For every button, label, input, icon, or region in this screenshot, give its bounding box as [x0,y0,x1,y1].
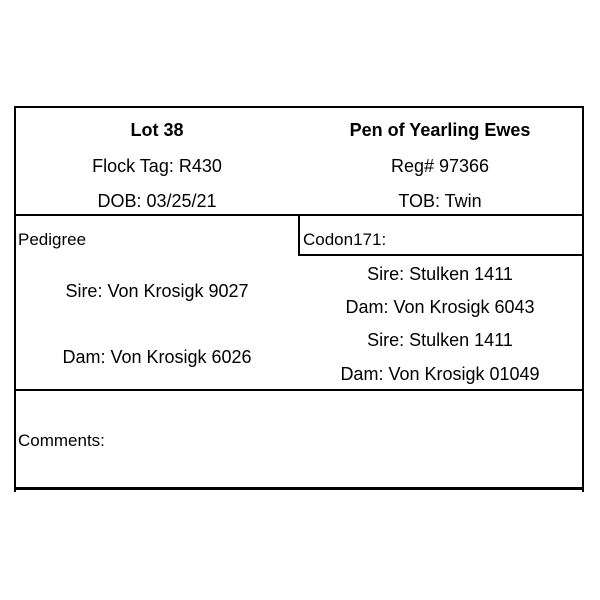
flock-tag: Flock Tag: R430 [92,156,222,176]
codon-label: Codon171: [303,230,387,249]
lot-number: Lot 38 [130,120,184,140]
comments-divider [14,389,584,391]
lineage-sire-1: Sire: Stulken 1411 [367,264,513,284]
lineage-sire-2: Sire: Stulken 1411 [367,330,513,350]
pedigree-dam: Dam: Von Krosigk 6026 [62,347,252,367]
comments-label: Comments: [18,431,105,450]
codon-box-left [298,214,300,256]
registration-number: Reg# 97366 [390,156,490,176]
pedigree-label: Pedigree [18,230,87,249]
type-of-birth: TOB: Twin [398,191,482,211]
codon-box-bottom [298,254,584,256]
lineage-dam-2: Dam: Von Krosigk 01049 [340,364,540,384]
card-bottom-rule [14,487,584,490]
date-of-birth: DOB: 03/25/21 [97,191,217,211]
lineage-dam-1: Dam: Von Krosigk 6043 [345,297,535,317]
lot-title: Pen of Yearling Ewes [349,120,531,140]
pedigree-sire: Sire: Von Krosigk 9027 [65,281,249,301]
